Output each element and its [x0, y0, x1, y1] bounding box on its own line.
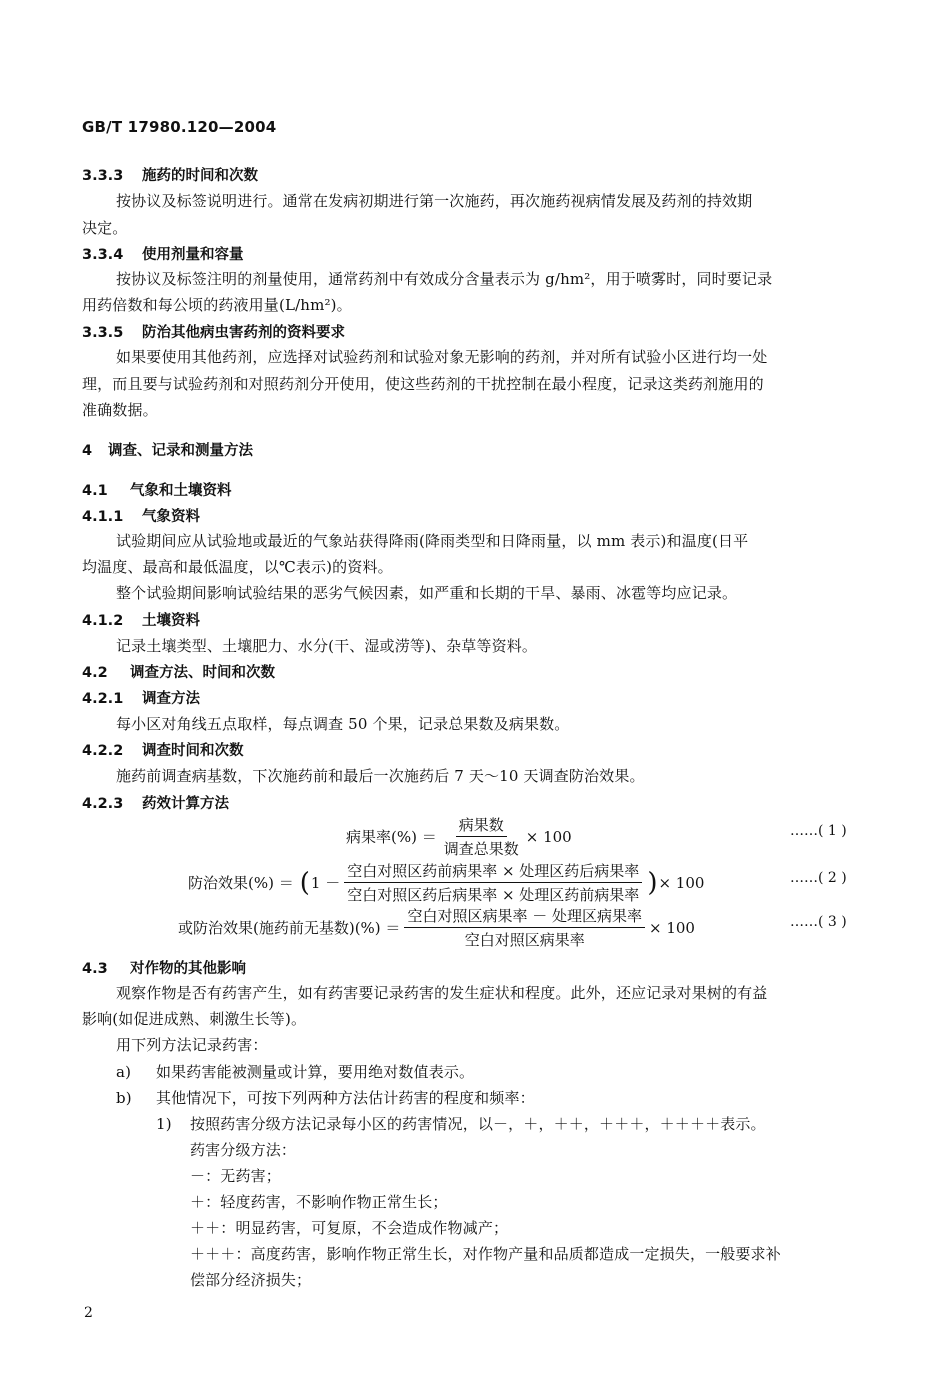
list-label: a) [116, 1063, 132, 1081]
section-number: 3.3.3 [82, 168, 124, 184]
formula-fraction [441, 814, 522, 859]
paragraph-line: 影响(如促进成熟、刺激生长等)。 [82, 1010, 307, 1028]
section-number: 4 [82, 443, 93, 459]
paragraph-line: 观察作物是否有药害产生，如有药害要记录药害的发生症状和程度。此外，还应记录对果树的有益 [116, 984, 768, 1002]
paragraph-line: 记录土壤类型、土壤肥力、水分(干、湿或涝等)、杂草等资料。 [116, 637, 538, 655]
section-number: 4.3 [82, 961, 108, 977]
paragraph-line: 试验期间应从试验地或最近的气象站获得降雨(降雨类型和日降雨量，以 mm 表示)和温度(日平 [116, 532, 749, 550]
section-title: 调查时间和次数 [142, 743, 244, 759]
section-number: 4.1.1 [82, 509, 124, 525]
formula-multiplier: × 100 [525, 827, 572, 846]
fraction-numerator: 空白对照区药前病果率 × 处理区药后病果率 [344, 860, 642, 883]
formula-1 [346, 814, 572, 859]
section-heading-4-2-2 [82, 739, 244, 760]
formula-lhs: 或防治效果(施药前无基数)(%) ＝ [178, 919, 401, 937]
formula-multiplier: × 100 [648, 918, 695, 937]
fraction-denominator: 空白对照区药后病果率 × 处理区药前病果率 [347, 886, 640, 904]
section-title: 使用剂量和容量 [142, 247, 244, 263]
fraction-numerator: 病果数 [456, 814, 507, 837]
paragraph-line: 用下列方法记录药害： [116, 1036, 268, 1054]
page-number: 2 [84, 1305, 93, 1321]
formula-2 [188, 860, 704, 905]
fraction-numerator: 空白对照区病果率 － 处理区病果率 [404, 905, 645, 928]
paragraph-line: 如果要使用其他药剂，应选择对试验药剂和试验对象无影响的药剂，并对所有试验小区进行均一处 [116, 348, 768, 366]
list-label: b) [116, 1089, 132, 1107]
formula-lhs: 病果率(%) ＝ [346, 828, 437, 846]
paragraph-line: 按协议及标签说明进行。通常在发病初期进行第一次施药，再次施药视病情发展及药剂的持效期 [116, 192, 753, 210]
section-number: 4.2 [82, 665, 108, 681]
section-number: 3.3.4 [82, 247, 124, 263]
section-number: 4.2.3 [82, 796, 124, 812]
formula-3 [178, 905, 695, 950]
formula-fraction [344, 860, 642, 905]
fraction-denominator: 调查总果数 [443, 840, 519, 858]
formula-lhs: 防治效果(%) ＝ [188, 874, 294, 892]
section-heading-4-1 [82, 479, 232, 500]
section-number: 4.2.1 [82, 691, 124, 707]
paragraph-line: 准确数据。 [82, 401, 158, 419]
close-paren: ) [647, 867, 658, 898]
section-title: 药效计算方法 [142, 796, 229, 812]
paragraph-line: 每小区对角线五点取样，每点调查 50 个果，记录总果数及病果数。 [116, 715, 570, 733]
list-item-b [116, 1087, 535, 1108]
formula-fraction [404, 905, 645, 950]
grade-line: －：无药害； [190, 1167, 281, 1185]
standard-code-header: GB/T 17980.120—2004 [82, 118, 277, 136]
list-item-a [116, 1061, 474, 1082]
section-number: 4.1 [82, 483, 108, 499]
section-heading-4-1-2 [82, 609, 200, 630]
section-heading-3-3-5 [82, 321, 345, 342]
paragraph-line: 施药前调查病基数，下次施药前和最后一次施药后 7 天～10 天调查防治效果。 [116, 767, 645, 785]
list-text: 按照药害分级方法记录每小区的药害情况，以－，＋，＋＋，＋＋＋，＋＋＋＋表示。 [190, 1115, 766, 1133]
fraction-denominator: 空白对照区病果率 [464, 931, 585, 949]
section-title: 气象和土壤资料 [130, 483, 232, 499]
section-heading-4-3 [82, 957, 246, 978]
section-title: 防治其他病虫害药剂的资料要求 [142, 325, 345, 341]
section-heading-4-2-3 [82, 792, 229, 813]
grade-line: 偿部分经济损失； [190, 1271, 312, 1289]
section-number: 3.3.5 [82, 325, 124, 341]
list-label: 1) [156, 1115, 172, 1133]
equation-number: ……( 1 ) [790, 823, 847, 839]
section-number: 4.2.2 [82, 743, 124, 759]
section-title: 对作物的其他影响 [130, 961, 246, 977]
paragraph-line: 理，而且要与试验药剂和对照药剂分开使用，使这些药剂的干扰控制在最小程度，记录这类药剂施用的 [82, 375, 764, 393]
section-title: 调查方法 [142, 691, 200, 707]
paragraph-line: 决定。 [82, 219, 128, 237]
list-text: 如果药害能被测量或计算，要用绝对数值表示。 [156, 1063, 475, 1081]
section-heading-4-1-1 [82, 505, 200, 526]
formula-multiplier: × 100 [658, 873, 705, 892]
grade-line: ＋：轻度药害，不影响作物正常生长； [190, 1193, 448, 1211]
section-heading-4-2 [82, 661, 275, 682]
section-number: 4.1.2 [82, 613, 124, 629]
formula-one-minus: 1 － [310, 874, 341, 892]
list-item-b1 [156, 1113, 766, 1134]
equation-number: ……( 2 ) [790, 870, 847, 886]
open-paren: ( [299, 867, 310, 898]
section-title: 调查方法、时间和次数 [130, 665, 275, 681]
list-text: 其他情况下，可按下列两种方法估计药害的程度和频率： [156, 1089, 535, 1107]
paragraph-line: 整个试验期间影响试验结果的恶劣气候因素，如严重和长期的干旱、暴雨、冰雹等均应记录。 [116, 584, 738, 602]
equation-number: ……( 3 ) [790, 914, 847, 930]
section-heading-3-3-3 [82, 164, 258, 185]
section-title: 调查、记录和测量方法 [108, 443, 253, 459]
section-title: 土壤资料 [142, 613, 200, 629]
grade-method-title: 药害分级方法： [190, 1141, 297, 1159]
paragraph-line: 用药倍数和每公顷的药液用量(L/hm²)。 [82, 296, 352, 314]
paragraph-line: 均温度、最高和最低温度，以℃表示)的资料。 [82, 558, 393, 576]
section-heading-4-2-1 [82, 687, 200, 708]
grade-line: ＋＋：明显药害，可复原，不会造成作物减产； [190, 1219, 509, 1237]
section-title: 施药的时间和次数 [142, 168, 258, 184]
section-title: 气象资料 [142, 509, 200, 525]
section-heading-4 [82, 439, 253, 460]
grade-line: ＋＋＋：高度药害，影响作物正常生长，对作物产量和品质都造成一定损失，一般要求补 [190, 1245, 781, 1263]
section-heading-3-3-4 [82, 243, 244, 264]
paragraph-line: 按协议及标签注明的剂量使用，通常药剂中有效成分含量表示为 g/hm²，用于喷雾时，同时要记录 [116, 270, 773, 288]
